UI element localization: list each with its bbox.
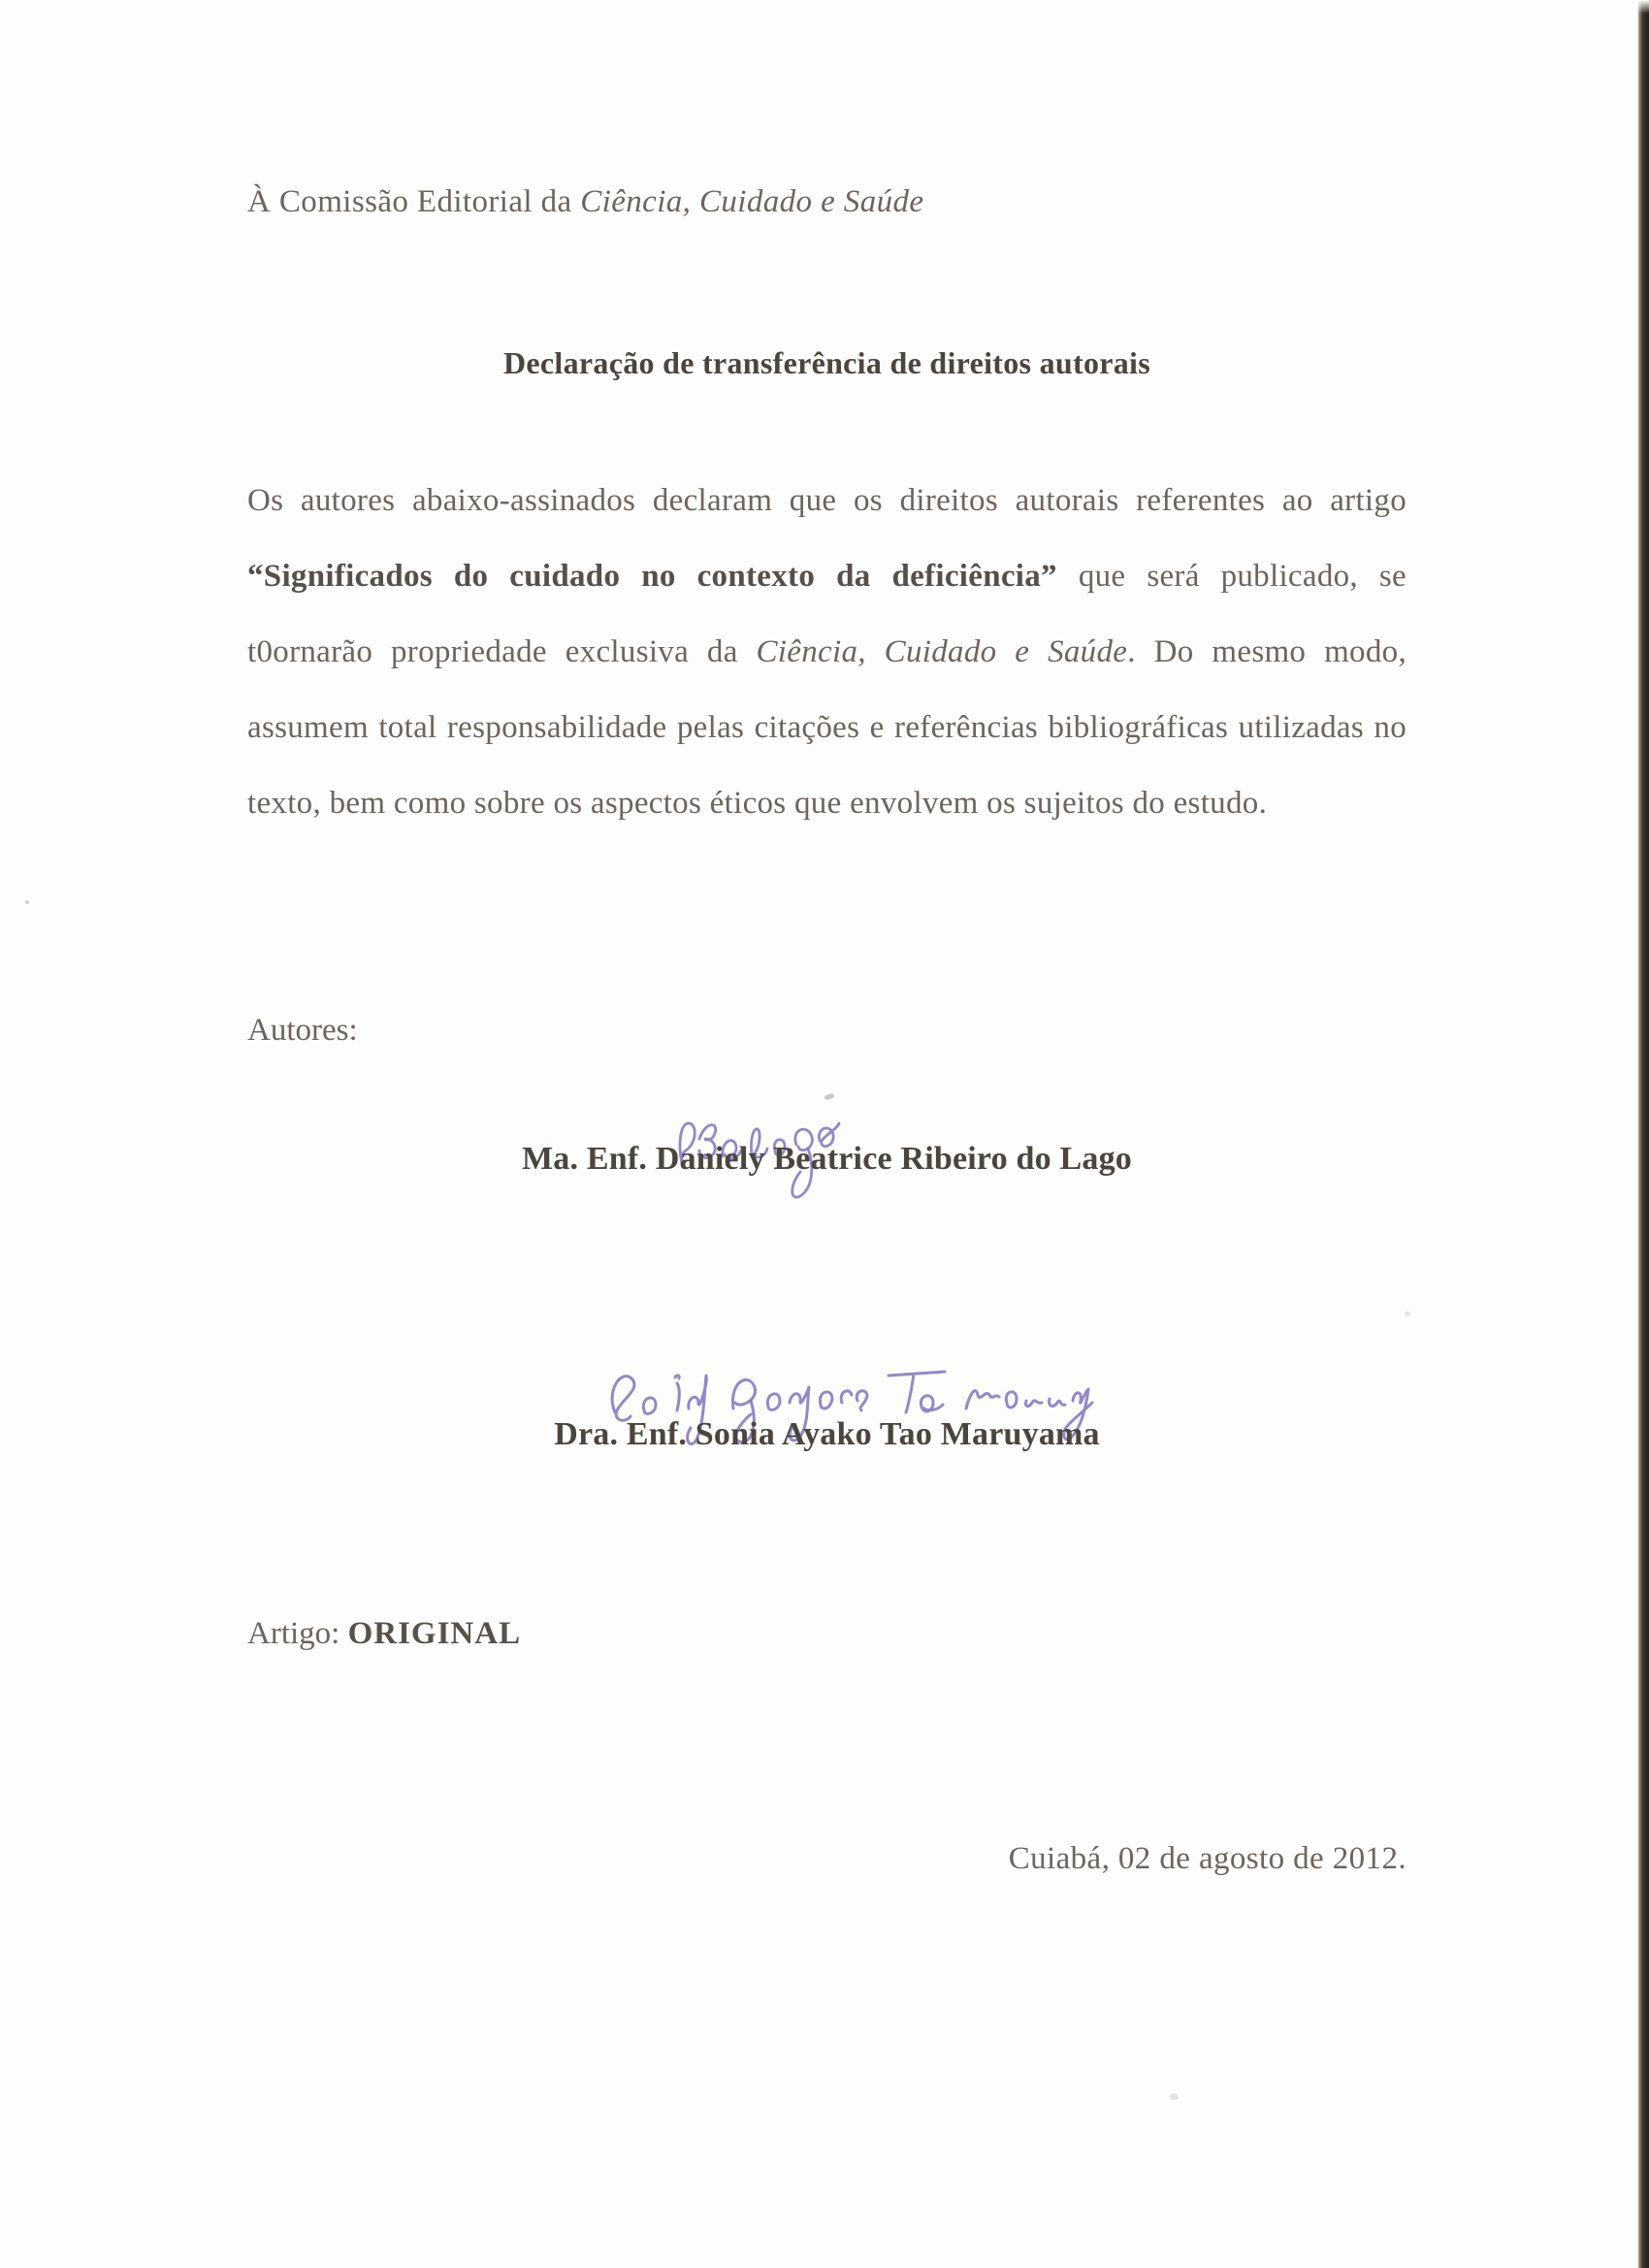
scan-speck: [1405, 1312, 1410, 1316]
journal-name-italic: Ciência, Cuidado e Saúde: [756, 634, 1128, 669]
recipient-prefix: À Comissão Editorial da: [247, 184, 581, 219]
author-2-typed-name: Dra. Enf. Sonia Ayako Tao Maruyama: [554, 1416, 1100, 1452]
declaration-paragraph: [247, 463, 1406, 841]
recipient-line: [247, 184, 1406, 220]
paragraph-line-4: [247, 690, 1406, 765]
author-1-typed-name: Ma. Enf. Daniely Beatrice Ribeiro do Lago: [522, 1141, 1132, 1177]
article-type-label: Artigo:: [247, 1616, 348, 1651]
authors-label: Autores:: [247, 1013, 358, 1048]
paragraph-text: t0ornarão propriedade exclusiva da: [247, 634, 757, 669]
paragraph-line-5: [247, 765, 1406, 841]
paragraph-text: assumem total responsabilidade pelas citações e referências bibliográficas utilizadas no: [247, 710, 1406, 745]
paragraph-text: Os autores abaixo-assinados declaram que os direitos autorais referentes ao artigo: [247, 483, 1406, 518]
article-title-quoted: “Significados do cuidado no contexto da deficiência”: [247, 559, 1057, 594]
paragraph-text: texto, bem como sobre os aspectos éticos que envolvem os sujeitos do estudo.: [247, 786, 1268, 821]
journal-name-italic: Ciência, Cuidado e Saúde: [580, 184, 924, 219]
paragraph-text: . Do mesmo modo,: [1127, 634, 1406, 669]
scan-speck: [1170, 2093, 1179, 2100]
scan-speck: [25, 900, 29, 904]
paragraph-text: que será publicado, se: [1056, 559, 1406, 594]
paragraph-line-3: [247, 614, 1406, 690]
paragraph-line-2: [247, 538, 1406, 614]
paragraph-line-1: [247, 463, 1406, 538]
scanner-edge-shadow: [1637, 0, 1649, 2268]
article-type-line: [247, 1616, 1406, 1652]
document-title: Declaração de transferência de direitos autorais: [503, 345, 1150, 380]
place-date-line: Cuiabá, 02 de agosto de 2012.: [1008, 1841, 1406, 1876]
scan-speck: [824, 1093, 835, 1100]
article-type-value: ORIGINAL: [347, 1616, 522, 1651]
